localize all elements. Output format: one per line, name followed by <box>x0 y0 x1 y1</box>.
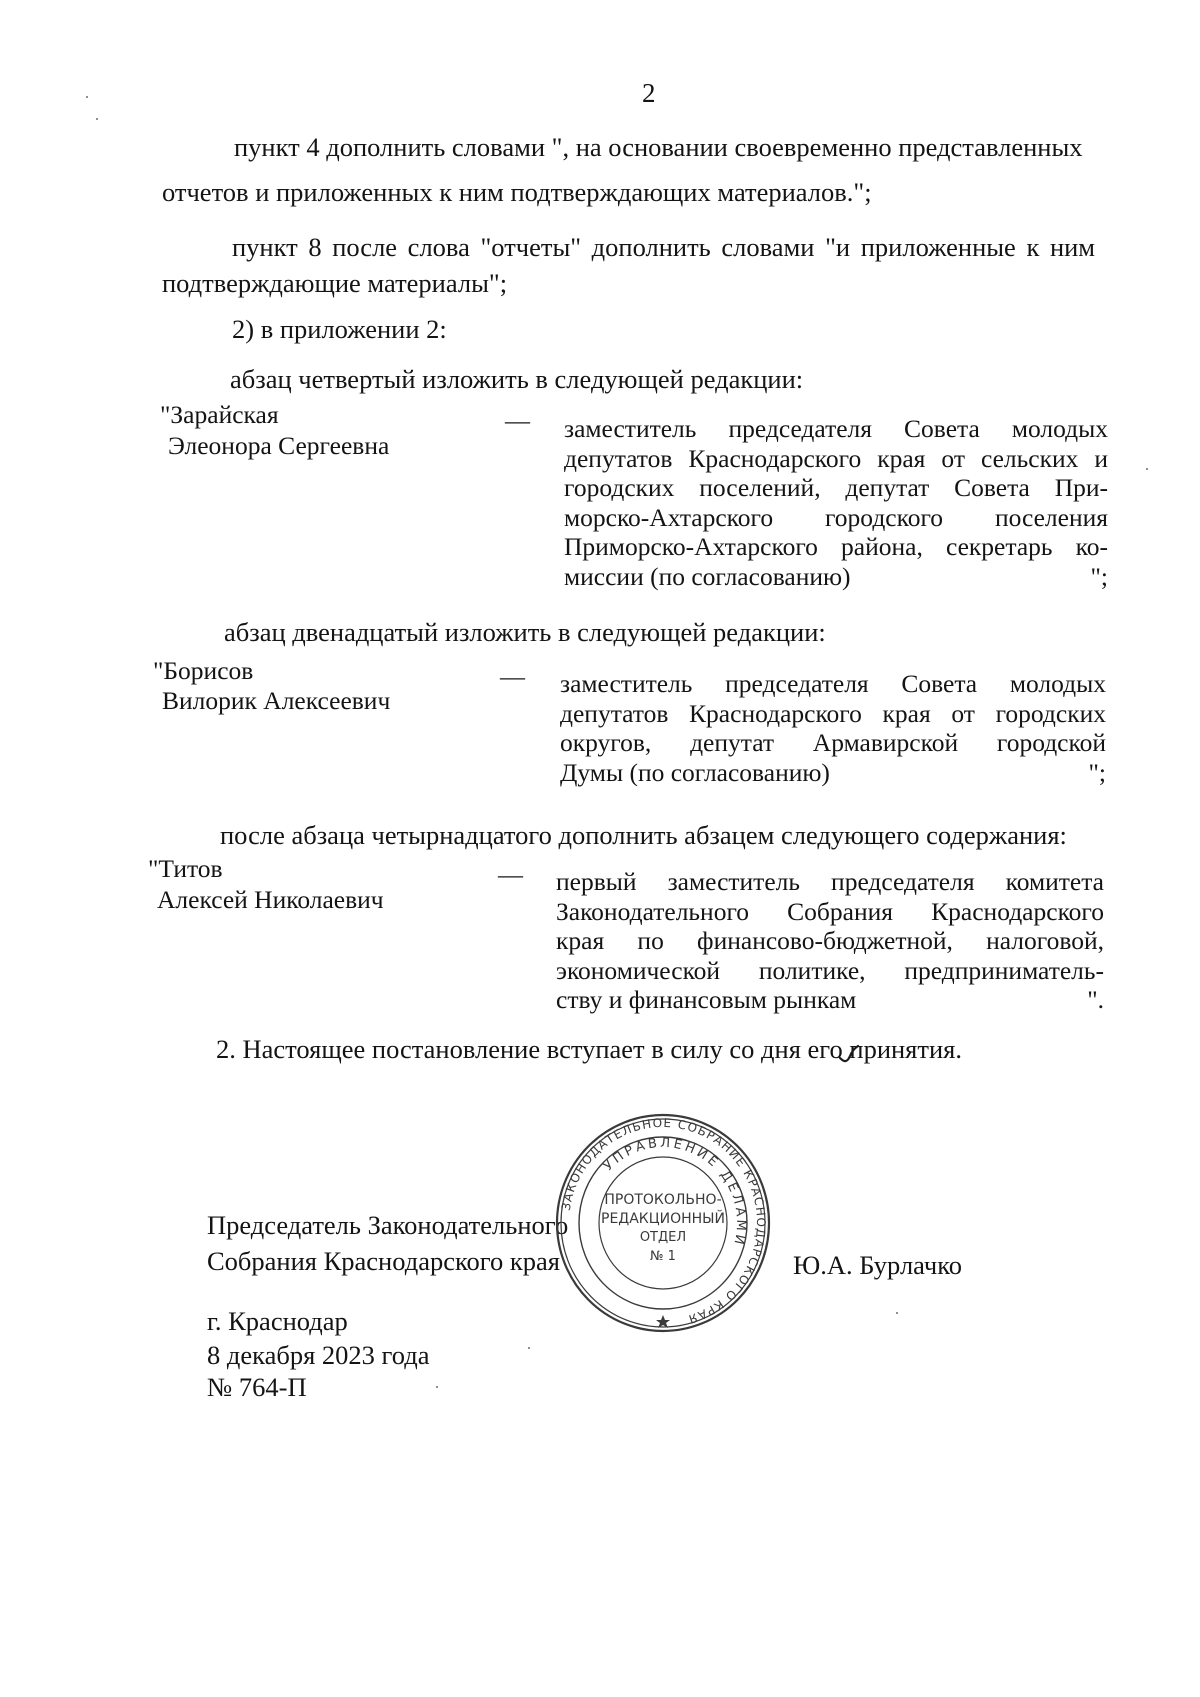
signature-title-line-1: Председатель Законодательного <box>207 1210 569 1240</box>
scan-speck <box>96 118 98 120</box>
entry-1-line: городских поселений, депутат Совета При- <box>564 473 1108 503</box>
entry-2-last-text: Думы (по согласованию) <box>560 757 830 787</box>
entry-1-last-text: миссии (по согласованию) <box>564 561 851 591</box>
seal-center-line-1: ПРОТОКОЛЬНО- <box>604 1192 722 1208</box>
page-number: 2 <box>642 78 656 108</box>
paragraph-1-line-2: отчетов и приложенных к ним подтверждающих материалов."; <box>162 177 872 207</box>
scan-speck <box>436 1386 438 1388</box>
seal-center-line-2: РЕДАКЦИОННЫЙ <box>601 1211 725 1227</box>
paragraph-2-line-2: подтверждающие материалы"; <box>162 268 508 298</box>
entry-2-surname: "Борисов <box>153 656 254 685</box>
entry-2-dash: — <box>500 664 525 691</box>
entry-3-description <box>556 867 1104 1015</box>
entry-3-line: Законодательного Собрания Краснодарского <box>556 896 1104 926</box>
entry-2-line: заместитель председателя Совета молодых <box>560 669 1106 698</box>
footer-number: № 764-П <box>207 1372 307 1402</box>
entry-1-given-name: Элеонора Сергеевна <box>168 431 390 460</box>
entry-3-line: первый заместитель председателя комитета <box>556 867 1104 896</box>
entry-3-dash: — <box>498 862 523 889</box>
entry-2-line: округов, депутат Армавирской городской <box>560 728 1106 758</box>
ink-mark-icon <box>838 1044 860 1066</box>
entry-2-given-name: Вилорик Алексеевич <box>162 686 391 715</box>
entry-2-line: депутатов Краснодарского края от городских <box>560 698 1106 728</box>
entry-3-line: экономической политике, предприниматель- <box>556 955 1104 985</box>
entry-1-dash: — <box>505 408 530 435</box>
signature-title-line-2: Собрания Краснодарского края <box>207 1246 560 1276</box>
paragraph-5: абзац двенадцатый изложить в следующей редакции: <box>224 617 826 647</box>
entry-3-surname: "Титов <box>148 854 223 883</box>
entry-1-line: заместитель председателя Совета молодых <box>564 414 1108 443</box>
entry-1-description <box>564 414 1108 592</box>
entry-1-line: депутатов Краснодарского края от сельских и <box>564 443 1108 473</box>
paragraph-6: после абзаца четырнадцатого дополнить абзацем следующего содержания: <box>220 820 1067 850</box>
scan-speck <box>896 1312 898 1314</box>
entry-3-closing-quote: ". <box>1087 985 1104 1015</box>
paragraph-7: 2. Настоящее постановление вступает в силу со дня его принятия. <box>216 1034 962 1064</box>
footer-city: г. Краснодар <box>207 1306 348 1336</box>
footer-date: 8 декабря 2023 года <box>207 1340 430 1370</box>
entry-1-closing-quote: "; <box>1090 561 1108 591</box>
entry-3-line: края по финансово-бюджетной, налоговой, <box>556 926 1104 956</box>
seal-star-icon <box>656 1315 670 1328</box>
entry-3-last-text: ству и финансовым рынкам <box>556 985 857 1015</box>
seal-outer-text: ЗАКОНОДАТЕЛЬНОЕ СОБРАНИЕ КРАСНОДАРСКОГО КРАЯ <box>558 1115 769 1327</box>
entry-3-last-line <box>556 985 1104 1015</box>
scan-speck <box>86 96 88 98</box>
paragraph-3: 2) в приложении 2: <box>232 314 447 344</box>
scan-speck <box>528 1347 530 1349</box>
entry-2-closing-quote: "; <box>1088 757 1106 787</box>
paragraph-4: абзац четвертый изложить в следующей редакции: <box>230 364 804 394</box>
entry-1-surname: "Зарайская <box>160 400 279 429</box>
entry-2-last-line <box>560 758 1106 788</box>
entry-1-last-line <box>564 562 1108 592</box>
paragraph-2-line-1: пункт 8 после слова "отчеты" дополнить словами "и приложенные к ним <box>232 232 1096 262</box>
seal-stamp <box>553 1110 773 1336</box>
seal-center-line-3: ОТДЕЛ <box>639 1230 687 1245</box>
entry-1-line: Приморско-Ахтарского района, секретарь ко- <box>564 532 1108 562</box>
seal-center-line-4: № 1 <box>650 1249 676 1264</box>
signatory-name: Ю.А. Бурлачко <box>793 1250 962 1280</box>
scan-speck <box>1146 468 1148 470</box>
entry-3-given-name: Алексей Николаевич <box>157 885 384 914</box>
paragraph-1-line-1: пункт 4 дополнить словами ", на основании своевременно представленных <box>234 132 1083 162</box>
seal-inner-text: УПРАВЛЕНИЕ ДЕЛАМИ <box>600 1135 749 1249</box>
entry-1-line: морско-Ахтарского городского поселения <box>564 502 1108 532</box>
entry-2-description <box>560 669 1106 787</box>
